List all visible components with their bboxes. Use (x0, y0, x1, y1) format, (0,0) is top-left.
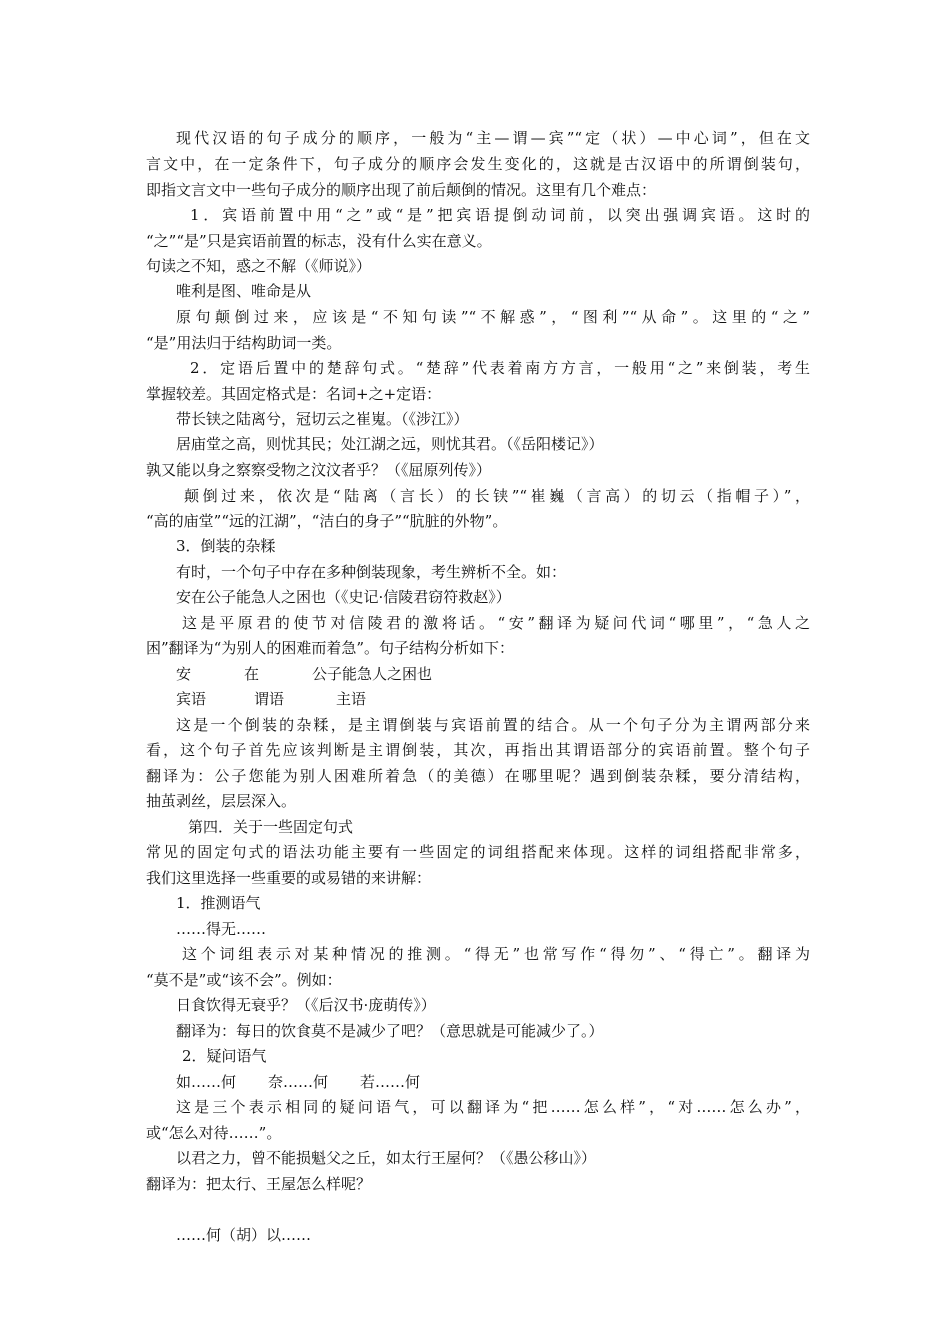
example-line: 句读之不知，惑之不解（《师说》） (146, 257, 372, 275)
example-line: 带长铗之陆离兮，冠切云之崔嵬。（《涉江》） (176, 410, 469, 428)
paragraph-line: 这是平原君的使节对信陵君的激将话。“安”翻译为疑问代词“哪里”，“急人之 (182, 614, 810, 632)
translation-line: 翻译为：每日的饮食莫不是减少了吧？（意思就是可能减少了。） (176, 1022, 604, 1040)
example-line: 安在公子能急人之困也（《史记·信陵君窃符救赵》） (176, 588, 511, 606)
analysis-word: 公子能急人之困也 (312, 665, 433, 683)
analysis-row-roles (146, 689, 810, 711)
paragraph-line: 这是三个表示相同的疑问语气，可以翻译为“把……怎么样”，“对……怎么办”， (176, 1098, 810, 1116)
paragraph-line: 现代汉语的句子成分的顺序，一般为“主—谓—宾”“定（状）—中心词”，但在文 (176, 129, 810, 147)
translation-line: 翻译为：把太行、王屋怎么样呢？ (146, 1175, 372, 1193)
pattern-item: 如……何 (176, 1073, 237, 1091)
paragraph-line: 颠倒过来，依次是“陆离（言长）的长铗”“崔巍（言高）的切云（指帽子）”， (184, 487, 810, 505)
section-heading: 1．推测语气 (176, 894, 261, 912)
paragraph-line: 即指文言文中一些句子成分的顺序出现了前后颠倒的情况。这里有几个难点： (146, 181, 657, 199)
pattern-row (146, 1072, 810, 1094)
example-line: 唯利是图、唯命是从 (176, 282, 312, 300)
pattern-item: 奈……何 (268, 1073, 329, 1091)
analysis-role: 主语 (336, 690, 367, 708)
paragraph-line: 翻译为：公子您能为别人困难所着急（的美德）在哪里呢？遇到倒装杂糅，要分清结构， (146, 767, 810, 785)
paragraph-line: 我们这里选择一些重要的或易错的来讲解： (146, 869, 432, 887)
paragraph-line: “莫不是”或“该不会”。例如： (146, 971, 342, 989)
paragraph-line: 这个词组表示对某种情况的推测。“得无”也常写作“得勿”、“得亡”。翻译为 (182, 945, 810, 963)
example-line: 日食饮得无衰乎？（《后汉书·庞萌传》） (176, 996, 436, 1014)
example-line: 孰又能以身之察察受物之汶汶者乎？（《屈原列传》） (146, 461, 492, 479)
paragraph-line: 困”翻译为“为别人的困难而着急”。句子结构分析如下： (146, 639, 515, 657)
section-heading: 2．疑问语气 (182, 1047, 267, 1065)
pattern-item: 若……何 (360, 1073, 421, 1091)
analysis-row-words (146, 664, 810, 686)
paragraph-line: 或“怎么对待……”。 (146, 1124, 282, 1142)
example-line: 居庙堂之高，则忧其民；处江湖之远，则忧其君。（《岳阳楼记》） (176, 435, 604, 453)
paragraph-line: 常见的固定句式的语法功能主要有一些固定的词组搭配来体现。这样的词组搭配非常多， (146, 843, 810, 861)
section-heading: 第四．关于一些固定句式 (188, 818, 354, 836)
paragraph-line: 掌握较差。其固定格式是：名词+之+定语： (146, 385, 442, 403)
analysis-word: 在 (244, 665, 260, 683)
paragraph-line: 这是一个倒装的杂糅，是主谓倒装与宾语前置的结合。从一个句子分为主谓两部分来 (176, 716, 810, 734)
pattern-line: ……得无…… (176, 920, 267, 938)
analysis-role: 宾语 (176, 690, 207, 708)
paragraph-line: 看，这个句子首先应该判断是主谓倒装，其次，再指出其谓语部分的宾语前置。整个句子 (146, 741, 810, 759)
paragraph-line: “高的庙堂”“远的江湖”，“洁白的身子”“肮脏的外物”。 (146, 512, 508, 530)
analysis-word: 安 (176, 665, 192, 683)
paragraph-line: 抽茧剥丝，层层深入。 (146, 792, 297, 810)
analysis-role: 谓语 (254, 690, 285, 708)
paragraph-line: 有时，一个句子中存在多种倒装现象，考生辨析不全。如： (176, 563, 567, 581)
paragraph-line: 2．定语后置中的楚辞句式。“楚辞”代表着南方方言，一般用“之”来倒装，考生 (190, 359, 810, 377)
paragraph-line: “之”“是”只是宾语前置的标志，没有什么实在意义。 (146, 232, 492, 250)
example-line: 以君之力，曾不能损魁父之丘，如太行王屋何？（《愚公移山》） (176, 1149, 597, 1167)
paragraph-line: 言文中，在一定条件下，句子成分的顺序会发生变化的，这就是古汉语中的所谓倒装句， (146, 155, 810, 173)
paragraph-line: 1．宾语前置中用“之”或“是”把宾语提倒动词前，以突出强调宾语。这时的 (190, 206, 810, 224)
pattern-line: ……何（胡）以…… (176, 1226, 312, 1244)
paragraph-line: 原句颠倒过来，应该是“不知句读”“不解惑”，“图利”“从命”。这里的“之” (176, 308, 810, 326)
paragraph-line: “是”用法归于结构助词一类。 (146, 334, 342, 352)
section-heading: 3．倒装的杂糅 (176, 537, 276, 555)
